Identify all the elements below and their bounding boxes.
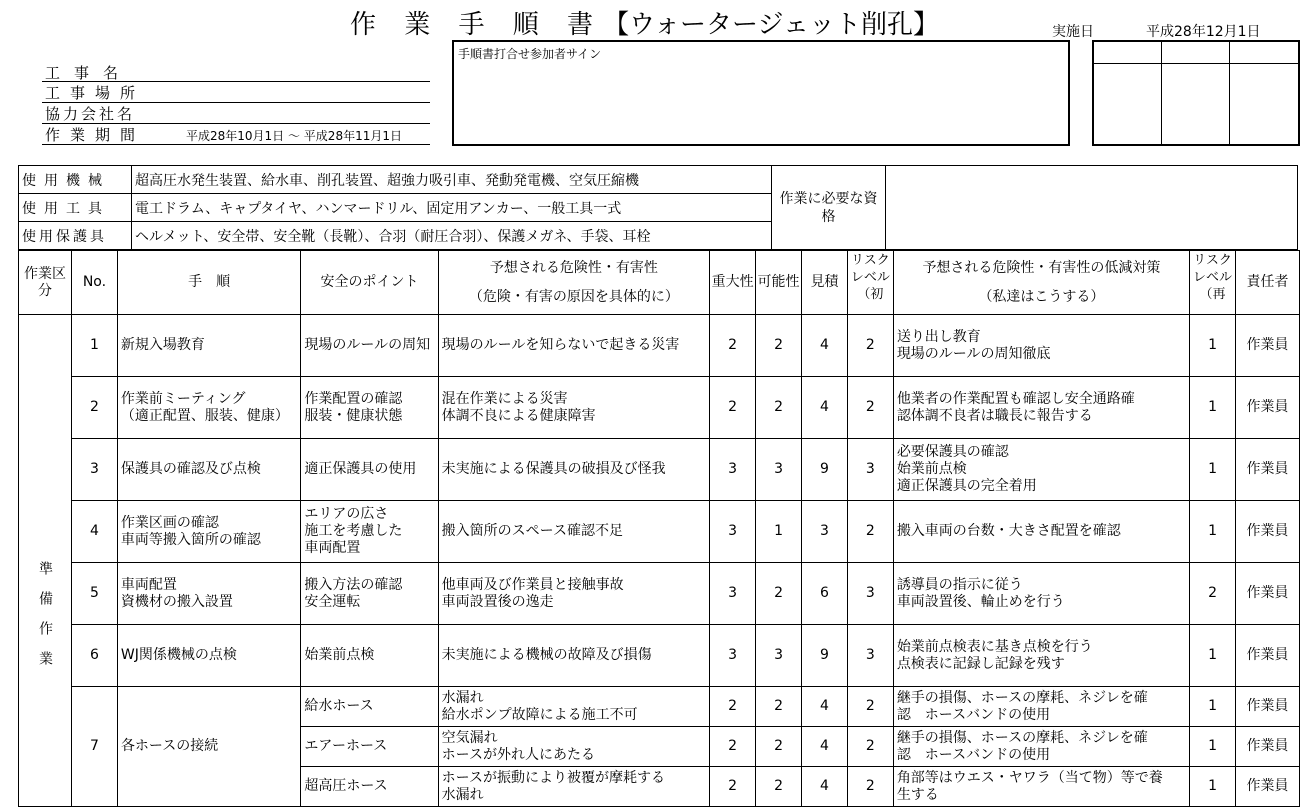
row-safety-point: 始業前点検 bbox=[301, 625, 438, 687]
row-severity: 2 bbox=[710, 315, 756, 377]
row-risk-after: 1 bbox=[1190, 767, 1236, 807]
title-sub: 【ウォータージェット削孔】 bbox=[603, 10, 939, 40]
protective-gear-label: 使用保護具 bbox=[19, 222, 132, 250]
tools-label: 使用工具 bbox=[19, 194, 132, 222]
row-risk-after: 1 bbox=[1190, 439, 1236, 501]
stamp-cell[interactable] bbox=[1162, 64, 1230, 144]
stamp-cell[interactable] bbox=[1230, 64, 1298, 144]
row-risk-initial: 2 bbox=[847, 687, 893, 727]
row-responsible: 作業員 bbox=[1236, 563, 1300, 625]
row-procedure: WJ関係機械の点検 bbox=[117, 625, 300, 687]
partner-company-label: 協力会社名 bbox=[45, 105, 136, 123]
title-main: 作 業 手 順 書 bbox=[350, 10, 604, 40]
table-row bbox=[19, 563, 1300, 625]
row-risk-initial: 2 bbox=[847, 501, 893, 563]
row-risk-initial: 3 bbox=[847, 563, 893, 625]
row-risk-initial: 2 bbox=[847, 315, 893, 377]
stamp-cell[interactable] bbox=[1162, 42, 1230, 64]
col-countermeasure-sub: （私達はこうする） bbox=[978, 288, 1105, 305]
row-estimate: 3 bbox=[802, 501, 848, 563]
machines-label: 使用機械 bbox=[19, 166, 132, 194]
stamp-cell[interactable] bbox=[1094, 64, 1162, 144]
equipment-table bbox=[18, 165, 1298, 250]
row-procedure: 車両配置 資機材の搬入設置 bbox=[117, 563, 300, 625]
row-procedure: 各ホースの接続 bbox=[117, 687, 300, 807]
row-possibility: 1 bbox=[756, 501, 802, 563]
construction-name-label: 工事名 bbox=[45, 64, 133, 82]
row-risk-after: 1 bbox=[1190, 625, 1236, 687]
row-no: 7 bbox=[72, 687, 118, 807]
row-possibility: 2 bbox=[756, 767, 802, 807]
approval-stamp-grid bbox=[1092, 40, 1300, 146]
row-responsible: 作業員 bbox=[1236, 501, 1300, 563]
row-procedure: 作業区画の確認 車両等搬入箇所の確認 bbox=[117, 501, 300, 563]
row-hazard: 空気漏れ ホースが外れ人にあたる bbox=[438, 727, 709, 767]
row-countermeasure: 始業前点検表に基き点検を行う 点検表に記録し記録を残す bbox=[893, 625, 1189, 687]
row-estimate: 6 bbox=[802, 563, 848, 625]
divider bbox=[42, 144, 430, 145]
date-label: 実施日 bbox=[1052, 24, 1094, 40]
row-hazard: 現場のルールを知らないで起きる災害 bbox=[438, 315, 709, 377]
row-possibility: 2 bbox=[756, 315, 802, 377]
col-no: No. bbox=[72, 251, 118, 315]
work-period-label: 作業期間 bbox=[45, 126, 146, 144]
risk-initial-text: リスクレベル（初 bbox=[850, 252, 890, 302]
row-possibility: 3 bbox=[756, 439, 802, 501]
row-safety-point: エリアの広さ 施工を考慮した 車両配置 bbox=[301, 501, 438, 563]
row-responsible: 作業員 bbox=[1236, 727, 1300, 767]
row-safety-point: エアーホース bbox=[301, 727, 438, 767]
row-risk-after: 1 bbox=[1190, 727, 1236, 767]
row-severity: 2 bbox=[710, 377, 756, 439]
row-severity: 3 bbox=[710, 563, 756, 625]
row-no: 3 bbox=[72, 439, 118, 501]
row-risk-initial: 2 bbox=[847, 727, 893, 767]
row-responsible: 作業員 bbox=[1236, 377, 1300, 439]
row-risk-initial: 2 bbox=[847, 377, 893, 439]
row-risk-initial: 3 bbox=[847, 625, 893, 687]
row-no: 6 bbox=[72, 625, 118, 687]
stamp-cell[interactable] bbox=[1230, 42, 1298, 64]
col-risk-after bbox=[1190, 251, 1236, 315]
row-risk-initial: 3 bbox=[847, 439, 893, 501]
row-risk-initial: 2 bbox=[847, 767, 893, 807]
row-countermeasure: 他業者の作業配置も確認し安全通路確 認体調不良者は職長に報告する bbox=[893, 377, 1189, 439]
row-possibility: 3 bbox=[756, 625, 802, 687]
row-severity: 3 bbox=[710, 625, 756, 687]
row-responsible: 作業員 bbox=[1236, 315, 1300, 377]
col-hazard bbox=[438, 251, 709, 315]
row-possibility: 2 bbox=[756, 563, 802, 625]
row-risk-after: 1 bbox=[1190, 501, 1236, 563]
tools-value: 電工ドラム、キャプタイヤ、ハンマードリル、固定用アンカー、一般工具一式 bbox=[132, 194, 772, 222]
category-cell: 準備作業 bbox=[19, 315, 72, 807]
row-no: 2 bbox=[72, 377, 118, 439]
row-countermeasure: 送り出し教育 現場のルールの周知徹底 bbox=[893, 315, 1189, 377]
construction-site-label: 工事場所 bbox=[45, 84, 146, 102]
table-row bbox=[19, 377, 1300, 439]
row-estimate: 9 bbox=[802, 625, 848, 687]
col-countermeasure bbox=[893, 251, 1189, 315]
table-row bbox=[19, 501, 1300, 563]
row-estimate: 4 bbox=[802, 315, 848, 377]
row-estimate: 9 bbox=[802, 439, 848, 501]
work-period-value: 平成28年10月1日 ～ 平成28年11月1日 bbox=[186, 129, 402, 143]
row-estimate: 4 bbox=[802, 377, 848, 439]
row-risk-after: 1 bbox=[1190, 687, 1236, 727]
row-severity: 2 bbox=[710, 687, 756, 727]
row-risk-after: 1 bbox=[1190, 377, 1236, 439]
row-responsible: 作業員 bbox=[1236, 767, 1300, 807]
row-severity: 3 bbox=[710, 439, 756, 501]
row-countermeasure: 継手の損傷、ホースの摩耗、ネジレを確 認 ホースバンドの使用 bbox=[893, 687, 1189, 727]
row-no: 1 bbox=[72, 315, 118, 377]
row-hazard: ホースが振動により被覆が摩耗する 水漏れ bbox=[438, 767, 709, 807]
row-safety-point: 超高圧ホース bbox=[301, 767, 438, 807]
row-severity: 3 bbox=[710, 501, 756, 563]
row-risk-after: 2 bbox=[1190, 563, 1236, 625]
protective-gear-value: ヘルメット、安全帯、安全靴（長靴）、合羽（耐圧合羽）、保護メガネ、手袋、耳栓 bbox=[132, 222, 772, 250]
date-value: 平成28年12月1日 bbox=[1146, 24, 1261, 40]
row-estimate: 4 bbox=[802, 687, 848, 727]
required-qualification-value[interactable] bbox=[886, 166, 1298, 250]
row-severity: 2 bbox=[710, 767, 756, 807]
row-responsible: 作業員 bbox=[1236, 625, 1300, 687]
row-safety-point: 搬入方法の確認 安全運転 bbox=[301, 563, 438, 625]
procedure-table bbox=[18, 250, 1300, 807]
row-no: 5 bbox=[72, 563, 118, 625]
row-responsible: 作業員 bbox=[1236, 687, 1300, 727]
col-estimate: 見積 bbox=[802, 251, 848, 315]
col-countermeasure-title: 予想される危険性・有害性の低減対策 bbox=[922, 259, 1161, 276]
machines-value: 超高圧水発生装置、給水車、削孔装置、超強力吸引車、発動発電機、空気圧縮機 bbox=[132, 166, 772, 194]
col-responsible: 責任者 bbox=[1236, 251, 1300, 315]
row-procedure: 保護具の確認及び点検 bbox=[117, 439, 300, 501]
row-possibility: 2 bbox=[756, 377, 802, 439]
col-risk-initial bbox=[847, 251, 893, 315]
row-severity: 2 bbox=[710, 727, 756, 767]
row-hazard: 水漏れ 給水ポンプ故障による施工不可 bbox=[438, 687, 709, 727]
col-safety-point: 安全のポイント bbox=[301, 251, 438, 315]
row-safety-point: 現場のルールの周知 bbox=[301, 315, 438, 377]
col-severity: 重大性 bbox=[710, 251, 756, 315]
row-procedure: 新規入場教育 bbox=[117, 315, 300, 377]
row-countermeasure: 誘導員の指示に従う 車両設置後、輪止めを行う bbox=[893, 563, 1189, 625]
row-estimate: 4 bbox=[802, 727, 848, 767]
row-safety-point: 適正保護具の使用 bbox=[301, 439, 438, 501]
row-estimate: 4 bbox=[802, 767, 848, 807]
row-hazard: 未実施による保護具の破損及び怪我 bbox=[438, 439, 709, 501]
row-safety-point: 作業配置の確認 服装・健康状態 bbox=[301, 377, 438, 439]
row-countermeasure: 必要保護具の確認 始業前点検 適正保護具の完全着用 bbox=[893, 439, 1189, 501]
meeting-sign-label: 手順書打合せ参加者サイン bbox=[458, 47, 602, 61]
table-row bbox=[19, 315, 1300, 377]
row-risk-after: 1 bbox=[1190, 315, 1236, 377]
col-hazard-sub: （危険・有害の原因を具体的に） bbox=[468, 288, 679, 305]
row-possibility: 2 bbox=[756, 727, 802, 767]
row-possibility: 2 bbox=[756, 687, 802, 727]
row-hazard: 未実施による機械の故障及び損傷 bbox=[438, 625, 709, 687]
table-row bbox=[19, 625, 1300, 687]
meeting-sign-box[interactable] bbox=[452, 40, 1070, 146]
col-category: 作業区分 bbox=[19, 251, 72, 315]
col-hazard-title: 予想される危険性・有害性 bbox=[489, 259, 658, 276]
row-countermeasure: 継手の損傷、ホースの摩耗、ネジレを確 認 ホースバンドの使用 bbox=[893, 727, 1189, 767]
stamp-cell[interactable] bbox=[1094, 42, 1162, 64]
row-safety-point: 給水ホース bbox=[301, 687, 438, 727]
document-title bbox=[350, 4, 970, 41]
row-hazard: 搬入箇所のスペース確認不足 bbox=[438, 501, 709, 563]
table-row bbox=[19, 687, 1300, 727]
required-qualification-label: 作業に必要な資格 bbox=[772, 166, 886, 250]
col-procedure: 手 順 bbox=[117, 251, 300, 315]
row-countermeasure: 角部等はウエス・ヤワラ（当て物）等で養 生する bbox=[893, 767, 1189, 807]
row-hazard: 混在作業による災害 体調不良による健康障害 bbox=[438, 377, 709, 439]
row-hazard: 他車両及び作業員と接触事故 車両設置後の逸走 bbox=[438, 563, 709, 625]
row-procedure: 作業前ミーティング （適正配置、服装、健康） bbox=[117, 377, 300, 439]
table-row bbox=[19, 439, 1300, 501]
row-no: 4 bbox=[72, 501, 118, 563]
row-countermeasure: 搬入車両の台数・大きさ配置を確認 bbox=[893, 501, 1189, 563]
col-possibility: 可能性 bbox=[756, 251, 802, 315]
row-responsible: 作業員 bbox=[1236, 439, 1300, 501]
risk-after-text: リスクレベル（再 bbox=[1193, 252, 1233, 302]
